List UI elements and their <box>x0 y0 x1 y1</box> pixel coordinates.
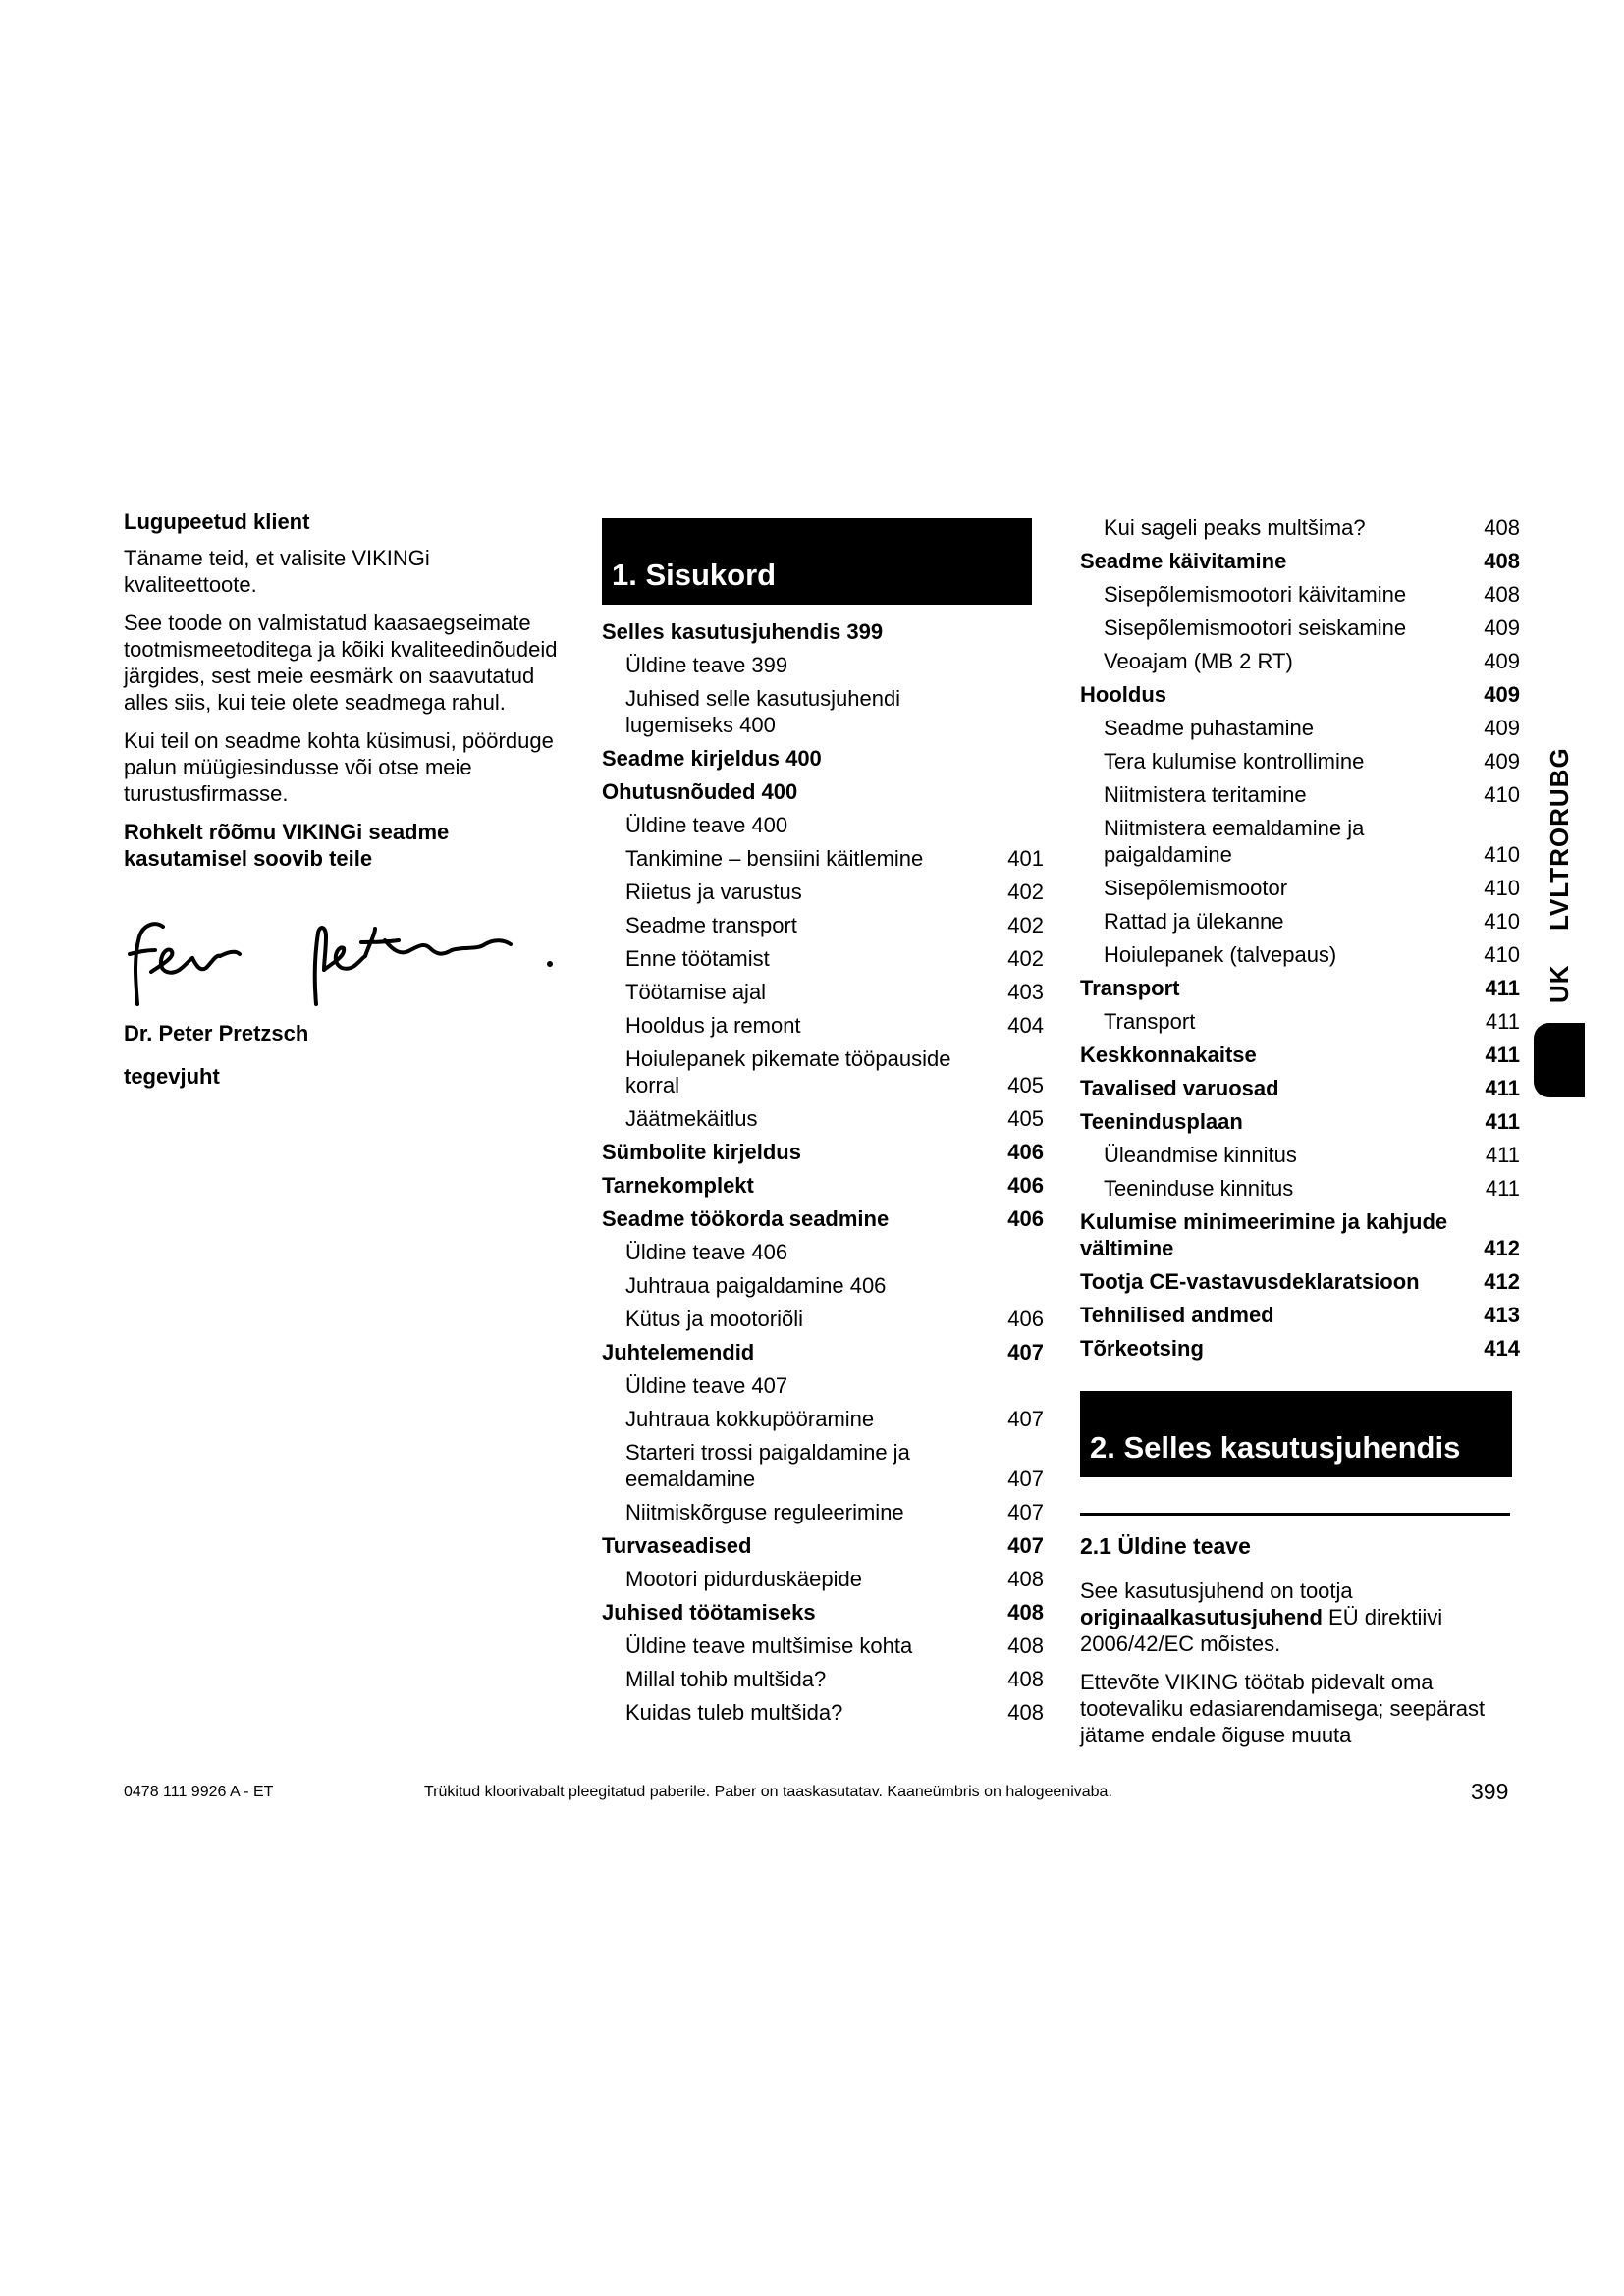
paragraph-emphasis: originaalkasutusjuhend <box>1080 1605 1323 1629</box>
toc-entry-page: 410 <box>1484 842 1520 867</box>
toc-subsection-entry <box>602 1406 1044 1432</box>
toc-entry-title: Rattad ja ülekanne <box>1104 909 1284 934</box>
toc-subsection-entry <box>602 1306 1044 1332</box>
toc-subsection-entry <box>1080 1175 1520 1201</box>
toc-entry-title: Sisepõlemismootori käivitamine <box>1104 582 1407 607</box>
toc-entry-page: 410 <box>1484 782 1520 807</box>
toc-entry-page: 407 <box>1007 1340 1044 1364</box>
toc-entry-page: 403 <box>1007 980 1044 1004</box>
toc-entry-page: 406 <box>1007 1140 1044 1164</box>
toc-entry-page: 405 <box>1007 1073 1044 1097</box>
toc-entry-page: 408 <box>1007 1633 1044 1658</box>
toc-entry-title: Seadme puhastamine <box>1104 716 1315 740</box>
toc-section-entry <box>1080 1208 1520 1261</box>
language-codes: LVLTRORUBG <box>1544 747 1574 931</box>
toc-section-entry <box>1080 1335 1520 1362</box>
toc-subsection-entry <box>602 1105 1044 1132</box>
toc-section-entry <box>602 1532 1044 1559</box>
current-language-code: UK <box>1544 964 1574 1003</box>
toc-section-entry <box>602 1205 1044 1232</box>
toc-subsection-entry <box>1080 748 1520 774</box>
toc-entry-title: Tera kulumise kontrollimine <box>1104 749 1365 774</box>
toc-entry-page: 411 <box>1485 976 1520 1000</box>
toc-entry-page: 408 <box>1484 582 1520 607</box>
toc-entry-title: Millal tohib multšida? <box>625 1667 827 1691</box>
toc-section-entry <box>1080 1108 1520 1135</box>
toc-entry-title: Üldine teave 407 <box>625 1373 788 1398</box>
toc-subsection-entry <box>1080 514 1520 541</box>
toc-entry-title: Tankimine – bensiini käitlemine <box>625 846 924 871</box>
toc-entry-page: 413 <box>1484 1303 1520 1327</box>
toc-entry-title: Sümbolite kirjeldus <box>602 1140 801 1164</box>
toc-entry-title: Kui sageli peaks multšima? <box>1104 515 1366 540</box>
toc-entry-page: 407 <box>1007 1500 1044 1524</box>
toc-list <box>1080 514 1520 1362</box>
toc-entry-title: Niitmiskõrguse reguleerimine <box>625 1500 904 1524</box>
paragraph-text: See kasutusjuhend on tootja <box>1080 1578 1353 1603</box>
toc-entry-title: Transport <box>1104 1009 1196 1034</box>
toc-entry-title: Tavalised varuosad <box>1080 1076 1279 1100</box>
toc-entry-page: 414 <box>1484 1336 1520 1361</box>
toc-entry-page: 408 <box>1007 1667 1044 1691</box>
welcome-letter <box>124 508 566 1090</box>
toc-entry-page: 412 <box>1484 1269 1520 1294</box>
toc-section-entry <box>602 745 1044 772</box>
toc-section-entry <box>602 1172 1044 1199</box>
toc-entry-title: Turvaseadised <box>602 1533 752 1558</box>
toc-entry-title: Tehnilised andmed <box>1080 1303 1274 1327</box>
toc-subsection-entry <box>602 845 1044 872</box>
toc-entry-title: Hoiulepanek pikemate tööpauside korral <box>625 1046 951 1097</box>
toc-entry-page: 408 <box>1007 1600 1044 1625</box>
toc-entry-page: 409 <box>1484 682 1520 707</box>
toc-entry-page: 402 <box>1007 946 1044 971</box>
toc-entry-page: 408 <box>1484 549 1520 573</box>
toc-entry-page: 406 <box>1007 1307 1044 1331</box>
toc-subsection-entry <box>602 945 1044 972</box>
toc-entry-title: Tõrkeotsing <box>1080 1336 1204 1361</box>
toc-entry-title: Hooldus <box>1080 682 1166 707</box>
toc-subsection-entry <box>602 1666 1044 1692</box>
toc-subsection-entry <box>602 1439 1044 1492</box>
toc-entry-page: 411 <box>1485 1076 1520 1100</box>
toc-entry-title: Töötamise ajal <box>625 980 767 1004</box>
letter-paragraph: See toode on valmistatud kaasaegseimate tootmismeetoditega ja kõiki kvaliteedinõudeid järgides, sest meie eesmärk on saavutatud alles siis, kui teie olete seadmega rahul. <box>124 611 558 715</box>
toc-entry-title: Transport <box>1080 976 1180 1000</box>
toc-subsection-entry <box>602 812 1044 838</box>
toc-entry-title: Seadme töökorda seadmine <box>602 1206 890 1231</box>
toc-entry-title: Teeninduse kinnitus <box>1104 1176 1294 1201</box>
signatory-name: Dr. Peter Pretzsch <box>124 1021 309 1045</box>
toc-entry-title: Üldine teave 399 <box>625 653 788 677</box>
toc-entry-page: 407 <box>1007 1407 1044 1431</box>
toc-subsection-entry <box>1080 781 1520 808</box>
toc-entry-page: 412 <box>1484 1236 1520 1260</box>
toc-section-entry <box>1080 1075 1520 1101</box>
toc-entry-page: 409 <box>1484 649 1520 673</box>
toc-entry-page: 402 <box>1007 880 1044 904</box>
toc-entry-title: Niitmistera eemaldamine ja paigaldamine <box>1104 816 1365 867</box>
page-number: 399 <box>1471 1779 1509 1804</box>
toc-entry-page: 404 <box>1007 1013 1044 1038</box>
toc-subsection-entry <box>602 1632 1044 1659</box>
toc-subsection-entry <box>602 979 1044 1005</box>
toc-subsection-entry <box>1080 581 1520 608</box>
letter-paragraph: Täname teid, et valisite VIKINGi kvaliteettoote. <box>124 546 430 597</box>
toc-entry-title: Tarnekomplekt <box>602 1173 754 1198</box>
letter-paragraph: Kui teil on seadme kohta küsimusi, pöörduge palun müügiesindusse või otse meie turustusfirmasse. <box>124 728 554 806</box>
letter-closing: Rohkelt rõõmu VIKINGi seadme kasutamisel soovib teile <box>124 820 450 871</box>
toc-section-entry <box>602 1139 1044 1165</box>
toc-entry-page: 411 <box>1485 1109 1520 1134</box>
toc-subsection-entry <box>1080 908 1520 934</box>
toc-subsection-entry <box>602 1012 1044 1039</box>
toc-entry-page: 411 <box>1485 1176 1520 1201</box>
section-heading: 2. Selles kasutusjuhendis <box>1080 1391 1512 1477</box>
toc-section-entry <box>602 618 1044 645</box>
toc-entry-title: Juhtelemendid <box>602 1340 755 1364</box>
toc-subsection-entry <box>1080 815 1520 868</box>
toc-subsection-entry <box>1080 941 1520 968</box>
toc-entry-title: Juhised töötamiseks <box>602 1600 816 1625</box>
toc-entry-page: 410 <box>1484 876 1520 900</box>
toc-entry-title: Üldine teave 400 <box>625 813 788 837</box>
toc-entry-title: Üldine teave 406 <box>625 1240 788 1264</box>
toc-entry-page: 411 <box>1485 1042 1520 1067</box>
toc-subsection-entry <box>1080 715 1520 741</box>
toc-subsection-entry <box>602 1699 1044 1726</box>
toc-entry-title: Jäätmekäitlus <box>625 1106 758 1131</box>
toc-subsection-entry <box>602 1372 1044 1399</box>
toc-entry-page: 409 <box>1484 615 1520 640</box>
toc-entry-page: 406 <box>1007 1206 1044 1231</box>
toc-entry-page: 409 <box>1484 716 1520 740</box>
footer-note: Trükitud kloorivabalt pleegitatud paberile. Paber on taaskasutatav. Kaaneümbris on halogeenivaba. <box>424 1784 1112 1800</box>
toc-subsection-entry <box>602 1045 1044 1098</box>
section-divider <box>1080 1513 1510 1516</box>
toc-entry-page: 406 <box>1007 1173 1044 1198</box>
toc-entry-title: Kütus ja mootoriõli <box>625 1307 803 1331</box>
toc-entry-title: Sisepõlemismootori seiskamine <box>1104 615 1407 640</box>
toc-entry-page: 401 <box>1007 846 1044 871</box>
toc-entry-title: Sisepõlemismootor <box>1104 876 1288 900</box>
toc-subsection-entry <box>1080 875 1520 901</box>
toc-section-entry <box>602 1339 1044 1365</box>
toc-entry-page: 407 <box>1007 1533 1044 1558</box>
toc-entry-title: Tootja CE-vastavusdeklaratsioon <box>1080 1269 1420 1294</box>
toc-entry-title: Selles kasutusjuhendis 399 <box>602 619 884 644</box>
toc-entry-page: 409 <box>1484 749 1520 774</box>
toc-section-entry <box>602 1599 1044 1626</box>
toc-entry-title: Starteri trossi paigaldamine ja eemaldamine <box>625 1440 910 1491</box>
toc-entry-title: Kulumise minimeerimine ja kahjude vältimine <box>1080 1209 1448 1260</box>
toc-entry-page: 408 <box>1007 1700 1044 1725</box>
toc-subsection-entry <box>1080 1142 1520 1168</box>
toc-section-entry <box>1080 1041 1520 1068</box>
toc-subsection-entry <box>1080 614 1520 641</box>
toc-entry-title: Keskkonnakaitse <box>1080 1042 1257 1067</box>
signatory-role: tegevjuht <box>124 1064 220 1089</box>
toc-section-entry <box>602 778 1044 805</box>
toc-entry-title: Seadme transport <box>625 913 797 937</box>
toc-entry-title: Hooldus ja remont <box>625 1013 801 1038</box>
toc-subsection-entry <box>1080 1008 1520 1035</box>
toc-entry-page: 410 <box>1484 909 1520 934</box>
toc-subsection-entry <box>602 685 1044 738</box>
language-tab-marker <box>1534 1023 1585 1097</box>
toc-section-entry <box>1080 975 1520 1001</box>
toc-entry-title: Riietus ja varustus <box>625 880 802 904</box>
toc-subsection-entry <box>602 912 1044 938</box>
toc-section-entry <box>1080 681 1520 708</box>
toc-entry-title: Veoajam (MB 2 RT) <box>1104 649 1293 673</box>
toc-continued <box>1080 514 1520 1760</box>
toc-subsection-entry <box>602 1499 1044 1525</box>
toc-entry-page: 402 <box>1007 913 1044 937</box>
toc-section-entry <box>1080 1302 1520 1328</box>
toc-entry-page: 411 <box>1485 1009 1520 1034</box>
toc-entry-page: 411 <box>1485 1143 1520 1167</box>
toc-entry-title: Seadme kirjeldus 400 <box>602 746 822 771</box>
document-code: 0478 111 9926 A - ET <box>124 1784 274 1800</box>
toc-entry-title: Seadme käivitamine <box>1080 549 1287 573</box>
letter-greeting: Lugupeetud klient <box>124 509 310 534</box>
section-paragraph <box>1080 1577 1520 1657</box>
paragraph-text: EÜ direktiivi 2006/42/EC mõistes. <box>1080 1605 1443 1656</box>
toc-entry-page: 408 <box>1484 515 1520 540</box>
toc-entry-title: Juhtraua paigaldamine 406 <box>625 1273 887 1298</box>
toc-subsection-entry <box>602 652 1044 678</box>
toc-section-entry <box>1080 548 1520 574</box>
toc-entry-title: Teenindusplaan <box>1080 1109 1243 1134</box>
toc-subsection-entry <box>1080 648 1520 674</box>
toc-subsection-entry <box>602 1566 1044 1592</box>
toc-entry-title: Hoiulepanek (talvepaus) <box>1104 942 1337 967</box>
toc-entry-title: Ohutusnõuded 400 <box>602 779 798 804</box>
section-paragraph: Ettevõte VIKING töötab pidevalt oma tootevaliku edasiarendamisega; seepärast jätame endale õiguse muuta <box>1080 1670 1486 1747</box>
toc-heading: 1. Sisukord <box>602 518 1032 605</box>
toc-subsection-entry <box>602 879 1044 905</box>
toc-entry-page: 405 <box>1007 1106 1044 1131</box>
toc-entry-page: 408 <box>1007 1567 1044 1591</box>
toc-subsection-entry <box>602 1272 1044 1299</box>
toc-entry-title: Juhtraua kokkupööramine <box>625 1407 875 1431</box>
toc-section-entry <box>1080 1268 1520 1295</box>
toc-entry-page: 407 <box>1007 1467 1044 1491</box>
handwritten-signature <box>124 911 566 1009</box>
toc-entry-title: Niitmistera teritamine <box>1104 782 1307 807</box>
toc-entry-title: Üleandmise kinnitus <box>1104 1143 1297 1167</box>
toc-entry-title: Mootori pidurduskäepide <box>625 1567 862 1591</box>
toc-entry-title: Juhised selle kasutusjuhendi lugemiseks 400 <box>625 686 901 737</box>
toc-list <box>602 618 1044 1726</box>
toc-entry-title: Enne töötamist <box>625 946 770 971</box>
toc-entry-title: Kuidas tuleb multšida? <box>625 1700 843 1725</box>
toc-entry-title: Üldine teave multšimise kohta <box>625 1633 913 1658</box>
subsection-heading: 2.1 Üldine teave <box>1080 1533 1251 1559</box>
toc-subsection-entry <box>602 1239 1044 1265</box>
table-of-contents <box>602 518 1044 1733</box>
toc-entry-page: 410 <box>1484 942 1520 967</box>
